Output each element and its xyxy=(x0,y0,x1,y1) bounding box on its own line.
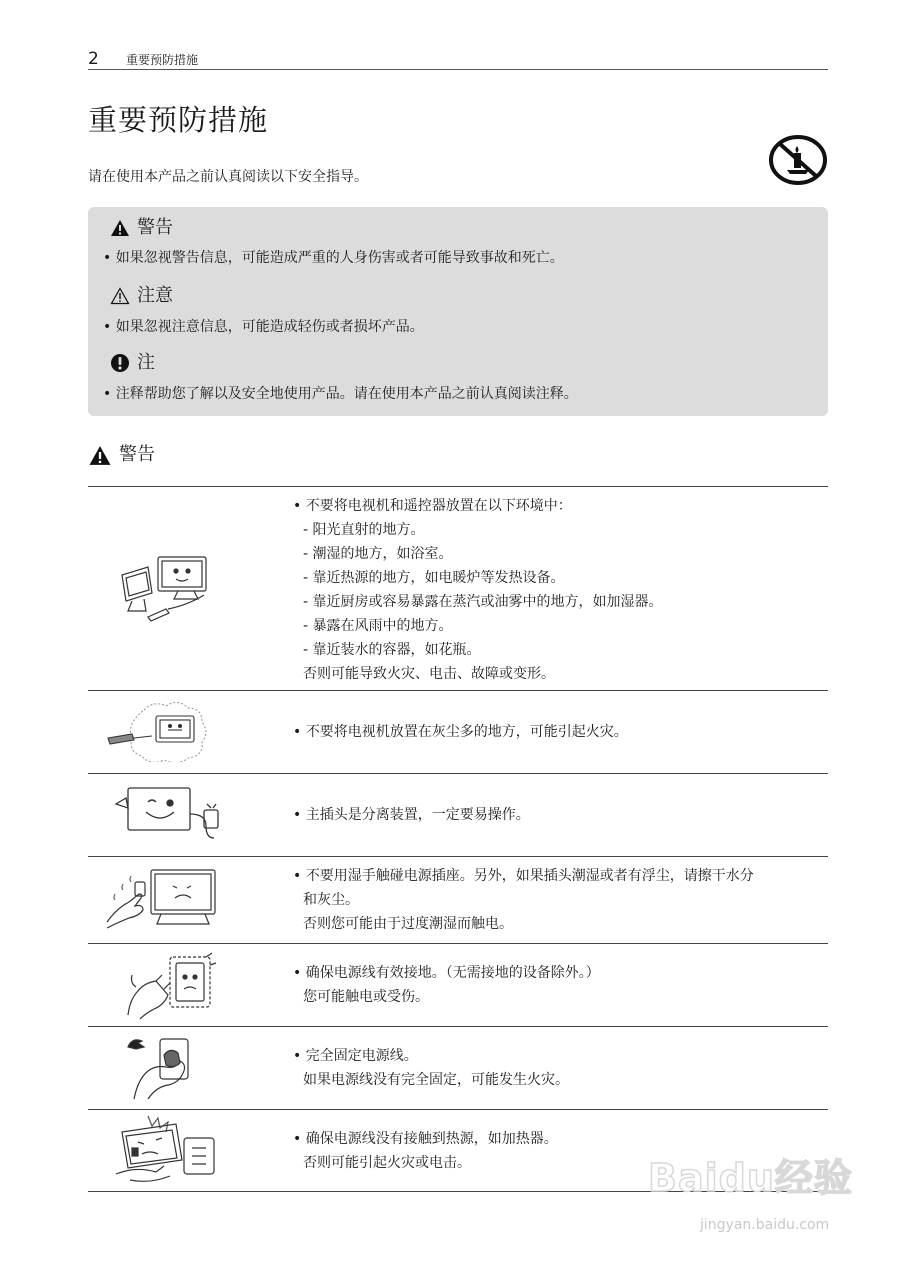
no-candle-icon xyxy=(768,134,828,186)
page-header xyxy=(88,50,828,70)
row-environment-text: • 不要将电视机和遥控器放置在以下环境中： - 阳光直射的地方。 - 潮湿的地方，如浴室。 - 靠近热源的地方，如电暖炉等发热设备。 - 靠近厨房或容易暴露在蒸汽或油雾中的地方，如加湿器。 - 暴露在风雨中的地方。 - 靠近装水的容器，如花瓶。 否则可能导致火灾、电击、故障或变形。 xyxy=(293,498,663,682)
warning-legend-text: • 如果忽视警告信息，可能造成严重的人身伤害或者可能导致事故和死亡。 xyxy=(103,250,564,266)
wink-tv-plug-illustration xyxy=(112,784,226,846)
warning-legend-heading xyxy=(110,217,173,239)
tv-environment-illustration xyxy=(118,545,218,627)
caution-triangle-icon xyxy=(110,287,130,305)
row-wet-hands-text: • 不要用湿手触碰电源插座。另外，如果插头潮湿或者有浮尘，请擦干水分 和灰尘。 否则您可能由于过度潮湿而触电。 xyxy=(293,868,754,932)
row-dust-text: • 不要将电视机放置在灰尘多的地方，可能引起火灾。 xyxy=(293,724,628,740)
table-rule xyxy=(88,1109,828,1110)
secure-plug-illustration xyxy=(124,1033,196,1103)
note-exclamation-icon xyxy=(110,353,130,373)
intro-text: 请在使用本产品之前认真阅读以下安全指导。 xyxy=(88,169,368,185)
warning-triangle-icon xyxy=(110,219,130,237)
table-rule xyxy=(88,1026,828,1027)
wet-hand-tv-illustration xyxy=(103,864,225,934)
dusty-tv-illustration xyxy=(104,700,222,762)
table-rule xyxy=(88,690,828,691)
row-main-plug-text: • 主插头是分离装置，一定要易操作。 xyxy=(293,807,530,823)
row-heat-source-text: • 确保电源线没有接触到热源，如加热器。 否则可能引起火灾或电击。 xyxy=(293,1131,558,1171)
warning-triangle-icon xyxy=(88,445,112,466)
row-grounding-text: • 确保电源线有效接地。（无需接地的设备除外。） 您可能触电或受伤。 xyxy=(293,965,600,1005)
watermark-logo: Baidu经验 xyxy=(648,1156,853,1200)
grounded-plug-illustration xyxy=(122,951,218,1021)
page-number: 2 xyxy=(88,49,99,69)
caution-legend-title: 注意 xyxy=(137,285,173,306)
baidu-jingyan-watermark xyxy=(640,1150,870,1250)
notice-legend-box xyxy=(88,207,828,416)
warning-section-title: 警告 xyxy=(119,444,155,465)
note-legend-title: 注 xyxy=(137,352,155,373)
note-legend-heading xyxy=(110,352,155,374)
warning-section-heading xyxy=(88,444,155,466)
table-rule xyxy=(88,773,828,774)
caution-legend-heading xyxy=(110,285,173,307)
note-legend-text: • 注释帮助您了解以及安全地使用产品。请在使用本产品之前认真阅读注释。 xyxy=(103,386,578,402)
heater-tv-illustration xyxy=(112,1114,220,1186)
header-section-title: 重要预防措施 xyxy=(126,53,199,67)
caution-legend-text: • 如果忽视注意信息，可能造成轻伤或者损坏产品。 xyxy=(103,319,424,335)
watermark-url: jingyan.baidu.com xyxy=(700,1217,830,1233)
row-secure-cord-text: • 完全固定电源线。 如果电源线没有完全固定，可能发生火灾。 xyxy=(293,1048,569,1088)
table-rule xyxy=(88,943,828,944)
warning-legend-title: 警告 xyxy=(137,217,173,238)
page-title: 重要预防措施 xyxy=(88,103,269,137)
table-rule xyxy=(88,486,828,487)
table-rule xyxy=(88,856,828,857)
